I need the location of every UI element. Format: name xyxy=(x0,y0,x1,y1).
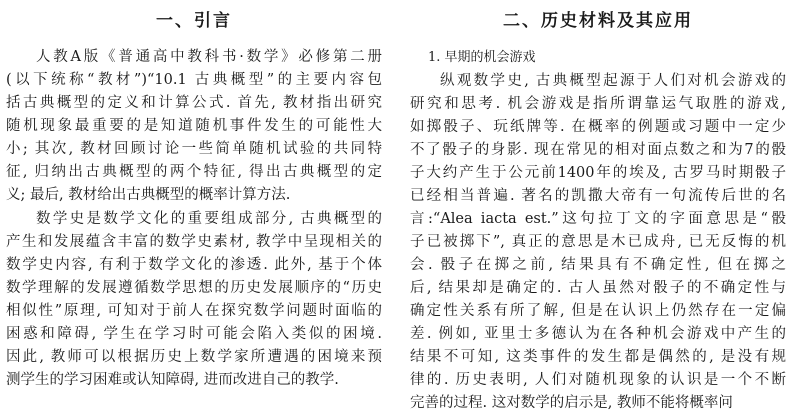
text-line: 言:“Alea iacta est.”这句拉丁文的字面意思是“骰 xyxy=(410,211,786,227)
text-line: 数学理解的发展遵循数学思想的历史发展顺序的“历史 xyxy=(6,280,382,296)
text-line: 不了骰子的身影. 现在常见的相对面点数之和为7的骰 xyxy=(410,142,786,158)
left-column xyxy=(6,0,382,393)
text-line: 括古典概型的定义和计算公式. 首先, 教材指出研究 xyxy=(6,95,382,111)
text-line: 完善的过程. 这对数学的启示是, 教师不能将概率问 xyxy=(410,395,733,411)
right-column xyxy=(410,0,786,416)
text-line: 因此, 教师可以根据历史上数学家所遭遇的困境来预 xyxy=(6,349,382,365)
text-line: 困惑和障碍, 学生在学习时可能会陷入类似的困境. xyxy=(6,326,382,342)
text-line: 数学史是数学文化的重要组成部分, 古典概型的 xyxy=(36,211,382,227)
text-line: 小; 其次, 教材回顾讨论一些简单随机试验的共同特 xyxy=(6,141,382,157)
text-line: 后, 结果却是确定的. 古人虽然对骰子的不确定性与 xyxy=(410,280,786,296)
right-body xyxy=(410,70,786,415)
text-line: 研究和思考. 机会游戏是指所谓靠运气取胜的游戏, xyxy=(410,96,786,112)
text-line: 产生和发展蕴含丰富的数学史素材, 教学中呈现相关的 xyxy=(6,234,382,250)
text-line: 人教A版《普通高中教科书·数学》必修第二册 xyxy=(36,49,382,65)
text-line: 相似性”原理, 可知对于前人在探究数学问题时面临的 xyxy=(6,303,382,319)
section-heading-introduction: 一、引言 xyxy=(156,11,232,31)
text-line: 会. 骰子在掷之前, 结果具有不确定性, 但在掷之 xyxy=(410,257,786,273)
text-line: 义; 最后, 教材给出古典概型的概率计算方法. xyxy=(6,187,291,203)
subsection-heading: 1. 早期的机会游戏 xyxy=(428,50,536,65)
text-line: 测学生的学习困难或认知障碍, 进而改进自己的教学. xyxy=(6,372,339,388)
text-line: 纵观数学史, 古典概型起源于人们对机会游戏的 xyxy=(440,73,786,89)
paragraph xyxy=(6,208,382,392)
text-line: 子已被掷下”, 真正的意思是木已成舟, 已无反悔的机 xyxy=(410,234,786,250)
text-line: 差. 例如, 亚里士多德认为在各种机会游戏中产生的 xyxy=(410,326,786,342)
text-line: 子大约产生于公元前1400年的埃及, 古罗马时期骰子 xyxy=(410,165,786,181)
left-body xyxy=(6,46,382,392)
text-line: 如掷骰子、玩纸牌等. 在概率的例题或习题中一定少 xyxy=(410,119,786,135)
paragraph xyxy=(410,70,786,415)
section-heading-history: 二、历史材料及其应用 xyxy=(503,11,693,31)
text-line: 律的. 历史表明, 人们对随机现象的认识是一个不断 xyxy=(410,372,786,388)
text-line: (以下统称“教材”)“10.1 古典概型”的主要内容包 xyxy=(6,72,382,88)
text-line: 数学史内容, 有利于数学文化的渗透. 此外, 基于个体 xyxy=(6,257,382,273)
text-line: 随机现象最重要的是知道随机事件发生的可能性大 xyxy=(6,118,382,134)
text-line: 征, 归纳出古典概型的两个特征, 得出古典概型的定 xyxy=(6,164,382,180)
text-line: 已经相当普遍. 著名的凯撒大帝有一句流传后世的名 xyxy=(410,188,786,204)
paragraph xyxy=(6,46,382,207)
text-line: 确定性关系有所了解, 但是在认识上仍然存在一定偏 xyxy=(410,303,786,319)
text-line: 结果不可知, 这类事件的发生都是偶然的, 是没有规 xyxy=(410,349,786,365)
